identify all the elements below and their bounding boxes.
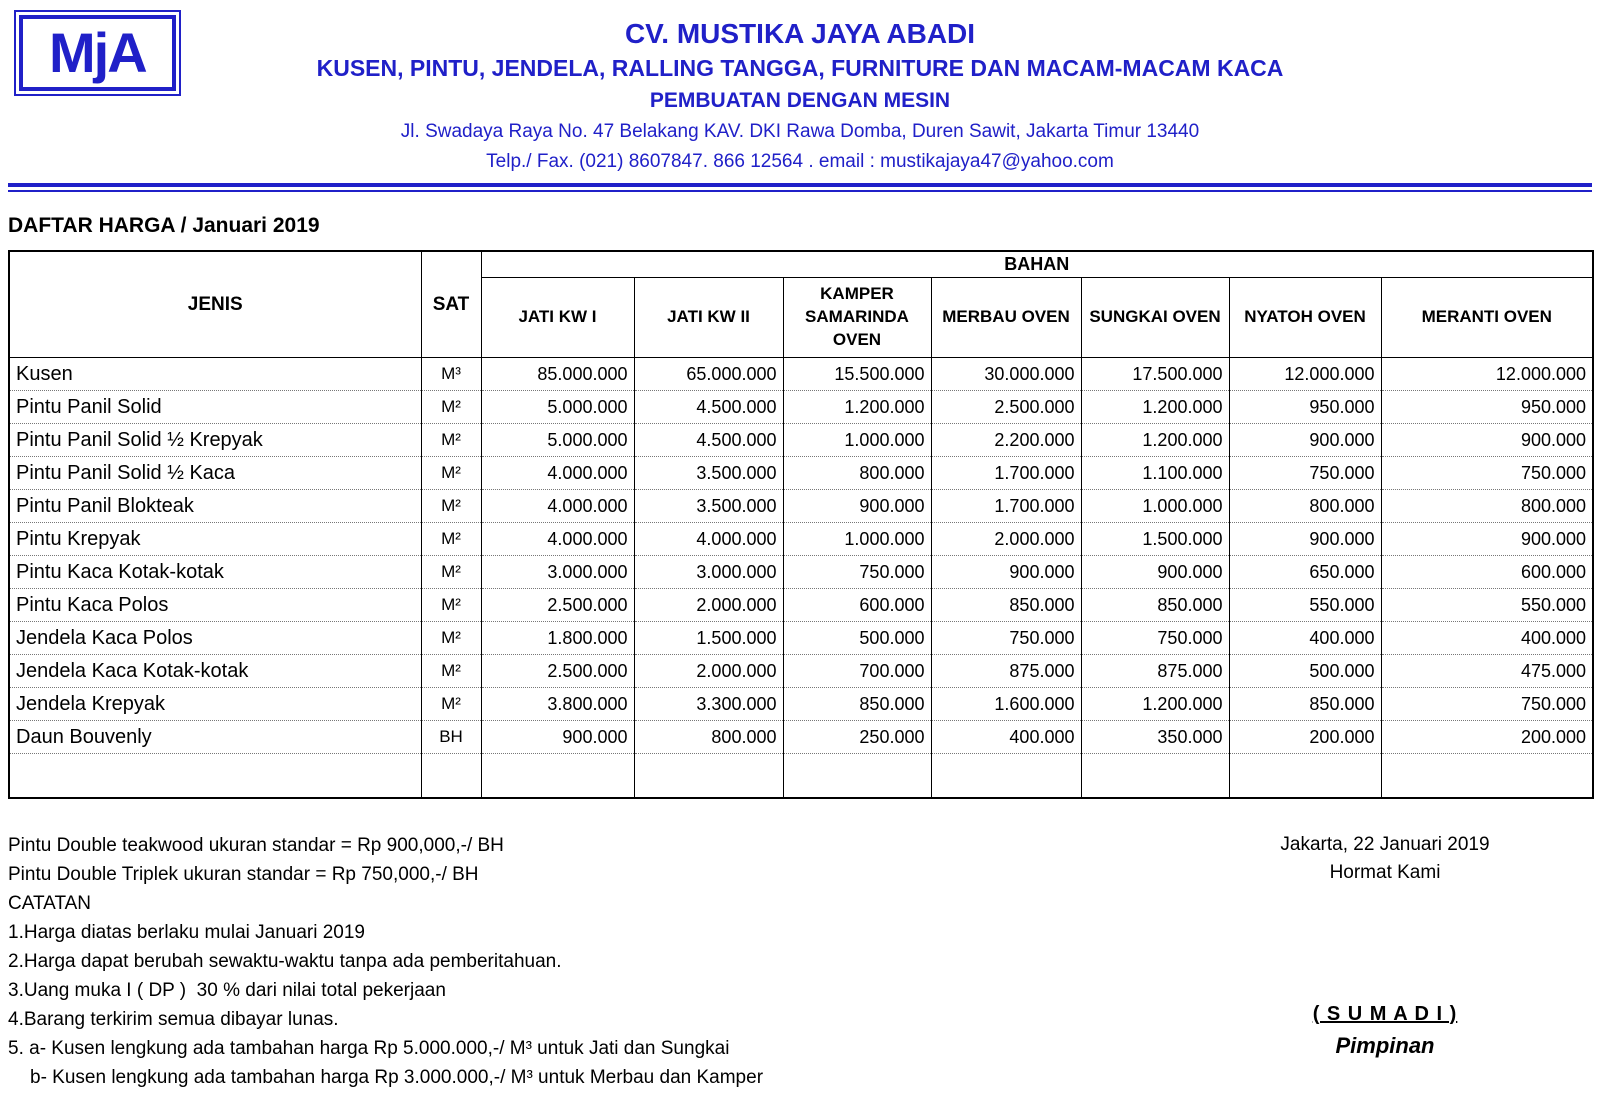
price-cell: 750.000 xyxy=(783,556,931,589)
company-name: CV. MUSTIKA JAYA ABADI xyxy=(624,18,976,49)
jenis-cell: Daun Bouvenly xyxy=(9,721,421,754)
table-row xyxy=(9,721,1593,754)
signature-salutation: Hormat Kami xyxy=(1329,861,1441,883)
logo-text: MjA xyxy=(49,21,146,84)
signature-date-block xyxy=(1245,831,1525,887)
price-cell: 900.000 xyxy=(1381,424,1593,457)
signature-name-block xyxy=(1245,999,1525,1063)
price-cell: 950.000 xyxy=(1229,391,1381,424)
price-cell: 1.200.000 xyxy=(783,391,931,424)
price-cell: 400.000 xyxy=(931,721,1081,754)
price-cell: 1.200.000 xyxy=(1081,688,1229,721)
price-cell: 900.000 xyxy=(1229,523,1381,556)
price-table-body xyxy=(9,358,1593,798)
price-cell: 4.500.000 xyxy=(634,391,783,424)
price-cell: 12.000.000 xyxy=(1381,358,1593,391)
material-column-header: SUNGKAI OVEN xyxy=(1081,278,1229,358)
price-cell: 800.000 xyxy=(1381,490,1593,523)
price-cell: 1.600.000 xyxy=(931,688,1081,721)
price-cell: 800.000 xyxy=(783,457,931,490)
jenis-column-header: JENIS xyxy=(9,251,421,358)
price-cell: 800.000 xyxy=(634,721,783,754)
signature-role: Pimpinan xyxy=(1335,1032,1435,1058)
price-cell: 750.000 xyxy=(1381,688,1593,721)
price-cell: 900.000 xyxy=(1381,523,1593,556)
jenis-cell: Pintu Kaca Kotak-kotak xyxy=(9,556,421,589)
price-cell: 600.000 xyxy=(783,589,931,622)
price-cell: 475.000 xyxy=(1381,655,1593,688)
company-address: Jl. Swadaya Raya No. 47 Belakang KAV. DKI Rawa Domba, Duren Sawit, Jakarta Timur 13440 xyxy=(400,121,1200,142)
price-cell: 2.500.000 xyxy=(481,589,634,622)
letterhead xyxy=(8,8,1592,177)
price-cell: 1.000.000 xyxy=(783,523,931,556)
price-cell: 1.000.000 xyxy=(1081,490,1229,523)
price-cell: 2.000.000 xyxy=(634,589,783,622)
note-double-triplek: Pintu Double Triplek ukuran standar = Rp 750,000,-/ BH xyxy=(8,863,479,885)
price-cell: 2.000.000 xyxy=(931,523,1081,556)
jenis-cell: Jendela Krepyak xyxy=(9,688,421,721)
price-cell: 750.000 xyxy=(1229,457,1381,490)
header-divider xyxy=(8,183,1592,192)
catatan-item-3: 3.Uang muka I ( DP ) 30 % dari nilai total pekerjaan xyxy=(8,979,446,1001)
price-cell: 875.000 xyxy=(931,655,1081,688)
jenis-cell: Pintu Panil Blokteak xyxy=(9,490,421,523)
catatan-item-2: 2.Harga dapat berubah sewaktu-waktu tanpa ada pemberitahuan. xyxy=(8,950,562,972)
sat-cell: M² xyxy=(421,688,481,721)
company-contact: Telp./ Fax. (021) 8607847. 866 12564 . email : mustikajaya47@yahoo.com xyxy=(486,151,1114,172)
price-cell: 950.000 xyxy=(1381,391,1593,424)
price-cell: 500.000 xyxy=(783,622,931,655)
price-cell: 4.000.000 xyxy=(481,523,634,556)
price-cell: 750.000 xyxy=(931,622,1081,655)
price-cell: 800.000 xyxy=(1229,490,1381,523)
price-cell: 650.000 xyxy=(1229,556,1381,589)
table-row xyxy=(9,424,1593,457)
price-cell: 5.000.000 xyxy=(481,424,634,457)
material-column-header: JATI KW II xyxy=(634,278,783,358)
price-cell: 4.000.000 xyxy=(634,523,783,556)
price-cell: 3.800.000 xyxy=(481,688,634,721)
material-column-header: NYATOH OVEN xyxy=(1229,278,1381,358)
price-cell: 1.200.000 xyxy=(1081,391,1229,424)
price-cell: 1.700.000 xyxy=(931,457,1081,490)
jenis-cell: Pintu Panil Solid ½ Kaca xyxy=(9,457,421,490)
price-cell: 4.500.000 xyxy=(634,424,783,457)
sat-cell: M² xyxy=(421,523,481,556)
footer-notes xyxy=(8,831,1592,1092)
empty-cell xyxy=(783,754,931,798)
price-cell: 200.000 xyxy=(1381,721,1593,754)
empty-table-row xyxy=(9,754,1593,798)
price-cell: 850.000 xyxy=(783,688,931,721)
price-cell: 85.000.000 xyxy=(481,358,634,391)
company-subtitle: PEMBUATAN DENGAN MESIN xyxy=(649,89,951,112)
catatan-item-5b: b- Kusen lengkung ada tambahan harga Rp 3.000.000,-/ M³ untuk Merbau dan Kamper xyxy=(30,1066,764,1088)
price-cell: 30.000.000 xyxy=(931,358,1081,391)
catatan-item-1: 1.Harga diatas berlaku mulai Januari 2019 xyxy=(8,921,365,943)
sat-cell: BH xyxy=(421,721,481,754)
catatan-item-4: 4.Barang terkirim semua dibayar lunas. xyxy=(8,1008,339,1030)
jenis-cell: Jendela Kaca Polos xyxy=(9,622,421,655)
sat-column-header: SAT xyxy=(421,251,481,358)
price-cell: 2.200.000 xyxy=(931,424,1081,457)
note-double-teakwood: Pintu Double teakwood ukuran standar = Rp 900,000,-/ BH xyxy=(8,834,504,856)
price-cell: 600.000 xyxy=(1381,556,1593,589)
price-cell: 850.000 xyxy=(931,589,1081,622)
price-cell: 700.000 xyxy=(783,655,931,688)
price-cell: 500.000 xyxy=(1229,655,1381,688)
company-logo-inner-frame xyxy=(19,15,176,91)
price-cell: 550.000 xyxy=(1381,589,1593,622)
table-row xyxy=(9,622,1593,655)
sat-cell: M² xyxy=(421,589,481,622)
price-cell: 1.100.000 xyxy=(1081,457,1229,490)
price-cell: 2.500.000 xyxy=(931,391,1081,424)
sat-cell: M² xyxy=(421,424,481,457)
material-column-header: MERANTI OVEN xyxy=(1381,278,1593,358)
table-row xyxy=(9,523,1593,556)
price-cell: 17.500.000 xyxy=(1081,358,1229,391)
price-cell: 400.000 xyxy=(1229,622,1381,655)
signature-name: ( S U M A D I ) xyxy=(1312,1002,1458,1025)
sat-cell: M² xyxy=(421,391,481,424)
jenis-cell: Pintu Panil Solid ½ Krepyak xyxy=(9,424,421,457)
price-cell: 1.200.000 xyxy=(1081,424,1229,457)
letterhead-text xyxy=(8,8,1592,177)
sat-cell: M² xyxy=(421,490,481,523)
price-cell: 2.000.000 xyxy=(634,655,783,688)
price-cell: 12.000.000 xyxy=(1229,358,1381,391)
price-cell: 3.300.000 xyxy=(634,688,783,721)
sat-cell: M² xyxy=(421,457,481,490)
jenis-cell: Pintu Krepyak xyxy=(9,523,421,556)
price-cell: 250.000 xyxy=(783,721,931,754)
sat-cell: M² xyxy=(421,622,481,655)
price-cell: 3.000.000 xyxy=(481,556,634,589)
table-row xyxy=(9,457,1593,490)
table-row xyxy=(9,358,1593,391)
price-cell: 850.000 xyxy=(1081,589,1229,622)
catatan-item-5a: 5. a- Kusen lengkung ada tambahan harga Rp 5.000.000,-/ M³ untuk Jati dan Sungkai xyxy=(8,1037,730,1059)
price-cell: 3.500.000 xyxy=(634,457,783,490)
price-cell: 400.000 xyxy=(1381,622,1593,655)
material-column-header: KAMPER SAMARINDA OVEN xyxy=(783,278,931,358)
price-cell: 550.000 xyxy=(1229,589,1381,622)
price-cell: 750.000 xyxy=(1381,457,1593,490)
price-cell: 15.500.000 xyxy=(783,358,931,391)
empty-cell xyxy=(1381,754,1593,798)
price-cell: 1.500.000 xyxy=(1081,523,1229,556)
price-cell: 1.700.000 xyxy=(931,490,1081,523)
sat-cell: M² xyxy=(421,655,481,688)
empty-cell xyxy=(481,754,634,798)
price-cell: 1.500.000 xyxy=(634,622,783,655)
table-row xyxy=(9,556,1593,589)
material-column-header: MERBAU OVEN xyxy=(931,278,1081,358)
material-column-header: JATI KW I xyxy=(481,278,634,358)
table-row xyxy=(9,490,1593,523)
catatan-label: CATATAN xyxy=(8,892,92,914)
jenis-cell: Jendela Kaca Kotak-kotak xyxy=(9,655,421,688)
jenis-cell: Pintu Panil Solid xyxy=(9,391,421,424)
price-cell: 350.000 xyxy=(1081,721,1229,754)
price-cell: 65.000.000 xyxy=(634,358,783,391)
page-title: DAFTAR HARGA / Januari 2019 xyxy=(8,214,320,237)
price-cell: 1.800.000 xyxy=(481,622,634,655)
price-cell: 900.000 xyxy=(481,721,634,754)
empty-cell xyxy=(634,754,783,798)
empty-cell xyxy=(9,754,421,798)
empty-cell xyxy=(931,754,1081,798)
jenis-cell: Pintu Kaca Polos xyxy=(9,589,421,622)
table-row xyxy=(9,589,1593,622)
table-row xyxy=(9,688,1593,721)
company-logo xyxy=(14,10,181,96)
price-table xyxy=(8,250,1594,799)
price-cell: 875.000 xyxy=(1081,655,1229,688)
table-row xyxy=(9,655,1593,688)
price-cell: 3.500.000 xyxy=(634,490,783,523)
empty-cell xyxy=(1081,754,1229,798)
price-cell: 1.000.000 xyxy=(783,424,931,457)
company-tagline: KUSEN, PINTU, JENDELA, RALLING TANGGA, FURNITURE DAN MACAM-MACAM KACA xyxy=(316,55,1284,81)
signature-place-date: Jakarta, 22 Januari 2019 xyxy=(1280,833,1490,855)
table-row xyxy=(9,391,1593,424)
price-cell: 900.000 xyxy=(783,490,931,523)
sat-cell: M³ xyxy=(421,358,481,391)
price-cell: 900.000 xyxy=(1081,556,1229,589)
jenis-cell: Kusen xyxy=(9,358,421,391)
price-cell: 900.000 xyxy=(1229,424,1381,457)
price-cell: 200.000 xyxy=(1229,721,1381,754)
price-cell: 3.000.000 xyxy=(634,556,783,589)
price-cell: 900.000 xyxy=(931,556,1081,589)
price-table-header xyxy=(9,251,1593,358)
price-cell: 5.000.000 xyxy=(481,391,634,424)
price-cell: 750.000 xyxy=(1081,622,1229,655)
sat-cell: M² xyxy=(421,556,481,589)
price-cell: 4.000.000 xyxy=(481,457,634,490)
price-cell: 4.000.000 xyxy=(481,490,634,523)
price-cell: 2.500.000 xyxy=(481,655,634,688)
bahan-group-header: BAHAN xyxy=(481,251,1593,278)
price-cell: 850.000 xyxy=(1229,688,1381,721)
empty-cell xyxy=(421,754,481,798)
empty-cell xyxy=(1229,754,1381,798)
